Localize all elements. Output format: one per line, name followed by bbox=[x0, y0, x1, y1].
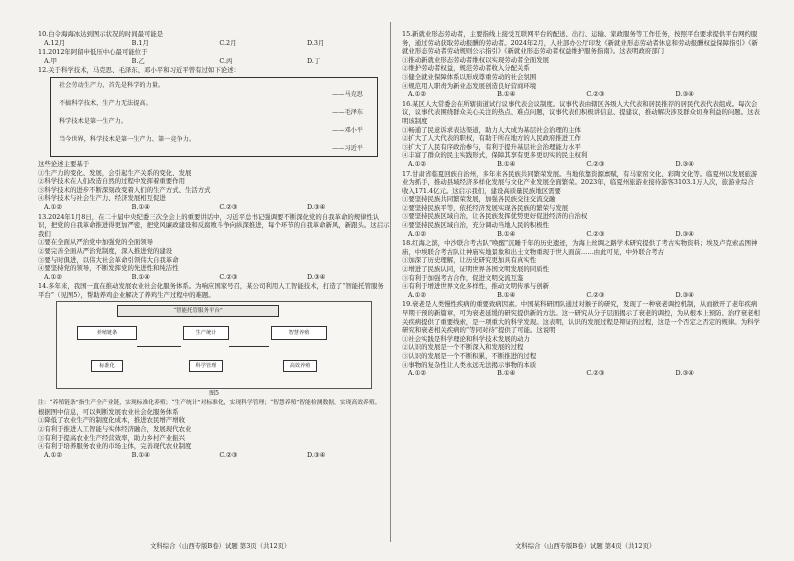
text-line: ③要与时俱进，以伟大社会革命引领伟大自我革命 bbox=[38, 255, 179, 264]
figure-box: 生产统计 bbox=[183, 326, 229, 340]
figure-box: 养殖链条 bbox=[77, 326, 137, 340]
quote-text: 当今世界，科学技术是第一生产力、第一竞争力。 bbox=[59, 135, 196, 143]
arrow-icon bbox=[137, 346, 181, 347]
option-b: B.①④ bbox=[497, 159, 516, 168]
option-b: B.①④ bbox=[131, 202, 150, 211]
option-a: A.①② bbox=[44, 202, 63, 211]
option-c: C.②③ bbox=[586, 369, 605, 378]
option-b: B.①④ bbox=[497, 229, 516, 238]
option-b: B.①④ bbox=[131, 450, 150, 459]
question-16-stem: 16.某区人大常委会在所辖街道试行议事代表会议制度。议事代表由辖区各级人大代表和居民推荐的居民代表代表组成。每次会议，议事代表围绕群众关心关注的热点、难点问题，议事代表们积极讲信息、提建议，推动解决涉及群众切身利益的问题。这表明该制度 bbox=[402, 99, 760, 125]
text-line: ③要坚持民族区域自治，让各民族发挥优势更好促进经济的自治权 bbox=[402, 212, 588, 221]
question-10-stem: 10.白令海海冰达到图示状况的时间最可能是 bbox=[38, 30, 164, 38]
text-line: ①畅通了民意诉求表达渠道，助力人大成为基层社会治理的主体 bbox=[402, 125, 581, 134]
option-d: D.③④ bbox=[306, 202, 326, 211]
text-line: ④要坚持民族区域自治，充分调动当地人民的积极性 bbox=[402, 221, 549, 230]
text-line: ①要在全面从严治党中加强党的全面领导 bbox=[38, 238, 154, 247]
question-19-stem: 19.衰老是人类慢性疾病的重要致病因素。中国某科研团队通过对猴子的研究，发现了一种衰老调控机制，从而掀开了老年疾病早期干预的新篇章，可为衰老延缓的研究提供新的方法。这一研究从分子层面揭示了衰老的调控，为从根本上预防、治疗衰老相关疾病提供了重要线索，是一项重大的科学发现。这表明，认识的发展过程是辩证的过程，这是一个否定之否定的规律。为科学研究和衰老相关疾病的“等同对待”提供了可能。这说明 bbox=[402, 300, 760, 335]
question-15-options bbox=[402, 90, 760, 99]
option-b: B.①④ bbox=[131, 272, 150, 281]
option-b: B.乙 bbox=[131, 56, 145, 65]
option-a: A.①② bbox=[408, 369, 427, 378]
text-line: ④有利于增进世界文化多样性，推动文明传承与创新 bbox=[402, 282, 549, 291]
option-c: C.②③ bbox=[586, 90, 605, 99]
quote-text: 不搞科学技术，生产力无法提高。 bbox=[59, 99, 152, 107]
option-c: C.2月 bbox=[219, 38, 237, 47]
option-a: A.①② bbox=[408, 90, 427, 99]
quote-box bbox=[50, 77, 378, 157]
question-13-stem: 13.2024年1月8日，在二十届中央纪委三次全会上的重要讲话中，习近平总书记强调要不断深化党的自我革命的规律性认识，把党的自我革命推进得更加严密，把党风廉政建设和反腐败斗争向纵深推进，每个环节的自我革命新风，新跟头。这启示我们 bbox=[38, 212, 390, 238]
option-d: D.③④ bbox=[675, 369, 694, 378]
page-footer-right: 文科综合（山西专版B卷）试题 第4页（共12页） bbox=[515, 542, 656, 550]
quote-source: ——毛泽东 bbox=[332, 108, 363, 116]
figure-note: 注：“养殖链条”指生产全产业链，实现标准化养殖；“生产统计”对标准化，实现科学管理；“智慧养殖”智能检测数据，实现高效养殖。 bbox=[38, 400, 381, 407]
text-line: ③扩大了人民有序政治参与，有利于提升基层社会治理能力水平 bbox=[402, 142, 581, 151]
option-d: D.丁 bbox=[306, 56, 321, 65]
text-line: ④规范用人职责为新业态发展创造良好营商环境 bbox=[402, 81, 537, 90]
figure-box: 科学管理 bbox=[189, 360, 223, 372]
question-11-options bbox=[38, 57, 390, 66]
option-c: C.丙 bbox=[219, 56, 233, 65]
text-line: ①生产力的变化、发展，会引起生产关系的变化、发展 bbox=[38, 168, 192, 177]
question-17-stem: 17.甘肃省临夏回族自治州，多年来各民族共同繁荣发展。当地依靠资源禀赋，有马家窑文化、彩陶文化等。临夏州以发展旅游业为抓手，推动县域经济多样化发展与文化产业发展全面繁荣。2023年，临夏州旅游业接待游客3103.1万人次，旅游业综合收入171.4亿元。这启示我们，建设高质量民族地区需要 bbox=[402, 169, 758, 195]
figure-box: 标准化 bbox=[91, 360, 123, 372]
figure-box: 智慧养殖 bbox=[271, 326, 327, 340]
option-c: C.②③ bbox=[586, 290, 605, 299]
question-10-options bbox=[38, 39, 390, 48]
option-a: A.①② bbox=[44, 450, 63, 459]
figure-title: “智能托管服务平台” bbox=[117, 305, 279, 317]
question-19-options bbox=[402, 369, 760, 378]
text-line: ②有利于推进人工智能与实体经济融合，发展现代农业 bbox=[38, 425, 192, 434]
option-d: D.③④ bbox=[675, 290, 694, 299]
option-d: D.③④ bbox=[675, 90, 694, 99]
question-12-stem: 12.关于科学技术，马克思、毛泽东、邓小平和习近平曾有过如下论述： bbox=[38, 66, 240, 75]
text-line: ②要坚持民族平等，依托经济发展实现各民族的繁荣与发展 bbox=[402, 203, 569, 212]
text-line: ④要坚持党的领导，不断发挥党的先进性和纯洁性 bbox=[38, 264, 179, 273]
question-11-stem: 11.2012年阿留申低压中心最可能位于 bbox=[38, 48, 148, 57]
text-line: ①推动新就业形态劳动者维权以实现劳动者全面发展 bbox=[402, 55, 549, 64]
figure-5 bbox=[56, 301, 372, 389]
text-line: 这些论述主要基于 bbox=[38, 159, 90, 168]
text-line: ③有利于加强考古合作，促进文明交流互鉴 bbox=[402, 273, 524, 282]
text-line: ③健全就业保障体系以形成尊重劳动的社会氛围 bbox=[402, 72, 537, 81]
text-line: ④丰富了群众的民主实践形式，保障其享有更多更切实的民主权利 bbox=[402, 151, 588, 160]
question-13-options bbox=[38, 273, 390, 282]
text-line: ②认识的发展是一个不断深入和发展的过程 bbox=[402, 343, 524, 352]
text-line: ②扩大了人大代表的职权，有助于所在地方的人民政府推进工作 bbox=[402, 134, 581, 143]
option-b: B.1月 bbox=[131, 38, 149, 47]
question-14-stem: 14.多年来，我国一直在推动发展农业社会化服务体系。为响应国家号召，某公司利用人工智能技术，打造了“智能托管服务平台”（见图5），帮助养鸡企业解决了养鸡生产过程中的难题。 bbox=[38, 282, 384, 299]
text-line: ④有利于培养服务农业的市场主体，完善现代农业制度 bbox=[38, 442, 192, 451]
option-b: B.①④ bbox=[497, 369, 516, 378]
option-d: D.3月 bbox=[306, 38, 325, 47]
text-line: ④事物的复杂性让人类永远无法揭示事物的本质 bbox=[402, 360, 537, 369]
right-column bbox=[402, 30, 760, 379]
option-c: C.②③ bbox=[219, 450, 238, 459]
option-c: C.②③ bbox=[219, 202, 238, 211]
question-12-options bbox=[38, 203, 390, 212]
text-line: ④科学技术与社会生产力、经济发展相互促进 bbox=[38, 194, 166, 203]
option-d: D.③④ bbox=[306, 450, 326, 459]
option-b: B.①④ bbox=[497, 90, 516, 99]
question-18-options bbox=[402, 291, 760, 300]
question-18-stem: 18.红海之滨，中沙联合考古队“唤醒”沉睡千年的历史遗迹，为海上丝绸之路学术研究提供了考古实物资料；埃及卢克索孟图神庙，中埃联合考古队让神庙实地景象和出土文物重现于世人面前……由此可见，中外联合考古 bbox=[402, 239, 758, 256]
text-line: 根据图中信息，可以判断发展农业社会化服务体系 bbox=[38, 407, 179, 416]
option-d: D.③④ bbox=[675, 229, 694, 238]
option-d: D.③④ bbox=[675, 159, 694, 168]
question-16-options bbox=[402, 160, 760, 169]
column-divider bbox=[390, 22, 391, 542]
quote-source: ——马克思 bbox=[332, 90, 363, 98]
text-line: ②科学技术在人们改造自然的过程中发挥着重要作用 bbox=[38, 177, 185, 186]
left-column bbox=[38, 30, 390, 460]
option-a: A.①② bbox=[408, 159, 427, 168]
text-line: ②维护劳动者权益，规范劳动者收入分配关系 bbox=[402, 64, 530, 73]
quote-text: 社会劳动生产力，首先是科学的力量。 bbox=[59, 81, 165, 89]
option-a: A.①② bbox=[408, 290, 427, 299]
question-14-options bbox=[38, 451, 390, 460]
text-line: ①要坚持民族共同繁荣发展，加强各民族交往交流交融 bbox=[402, 195, 556, 204]
quote-source: ——邓小平 bbox=[332, 126, 363, 134]
figure-caption: 图5 bbox=[209, 390, 219, 398]
option-a: A.①② bbox=[44, 272, 63, 281]
text-line: ①加深了历史理解，让历史研究更加具有真实性 bbox=[402, 256, 537, 265]
question-15-stem: 15.新就业形态劳动者，主要指线上接受互联网平台的配送、出行、运输、家政服务等工作任务，按照平台要求提供平台网约服务，通过劳动获取劳动报酬的劳动者。2024年2月，人社部办公厅印发《新就业形态劳动者休息和劳动报酬权益保障指引》《新就业形态劳动者劳动规则公示指引》《新就业形态劳动者权益维护服务指南》。这表明政府部门 bbox=[402, 30, 758, 56]
option-a: A.甲 bbox=[44, 56, 58, 65]
option-a: A.12月 bbox=[44, 38, 66, 47]
page-footer-left: 文科综合（山西专版B卷）试题 第3页（共12页） bbox=[150, 542, 291, 550]
text-line: ①社会实践是科学理论和科学技术发展的动力 bbox=[402, 334, 530, 343]
option-c: C.②③ bbox=[586, 159, 605, 168]
text-line: ②增进了民族认同，证明世界各国文明发展的同质性 bbox=[402, 265, 549, 274]
figure-box: 高效养殖 bbox=[283, 360, 317, 372]
question-17-options bbox=[402, 230, 760, 239]
text-line: ①降低了农业生产的制度化成本，推进农民增产增收 bbox=[38, 416, 185, 425]
text-line: ③有利于提高农业生产经营效率，助力乡村产业振兴 bbox=[38, 433, 185, 442]
option-c: C.②③ bbox=[219, 272, 238, 281]
option-c: C.②③ bbox=[586, 229, 605, 238]
option-d: D.③④ bbox=[306, 272, 326, 281]
quote-source: ——习近平 bbox=[332, 144, 363, 152]
arrow-icon bbox=[229, 346, 269, 347]
option-b: B.①④ bbox=[497, 290, 516, 299]
option-a: A.①② bbox=[408, 229, 427, 238]
text-line: ③认识的发展是一个不断积累，不断推进的过程 bbox=[402, 351, 537, 360]
text-line: ②要完善全面从严治党制度，深入推进党的建设 bbox=[38, 246, 173, 255]
text-line: ③科学技术的进步不断深刻改变着人们的生产方式、生活方式 bbox=[38, 185, 211, 194]
quote-text: 科学技术是第一生产力。 bbox=[59, 117, 128, 125]
